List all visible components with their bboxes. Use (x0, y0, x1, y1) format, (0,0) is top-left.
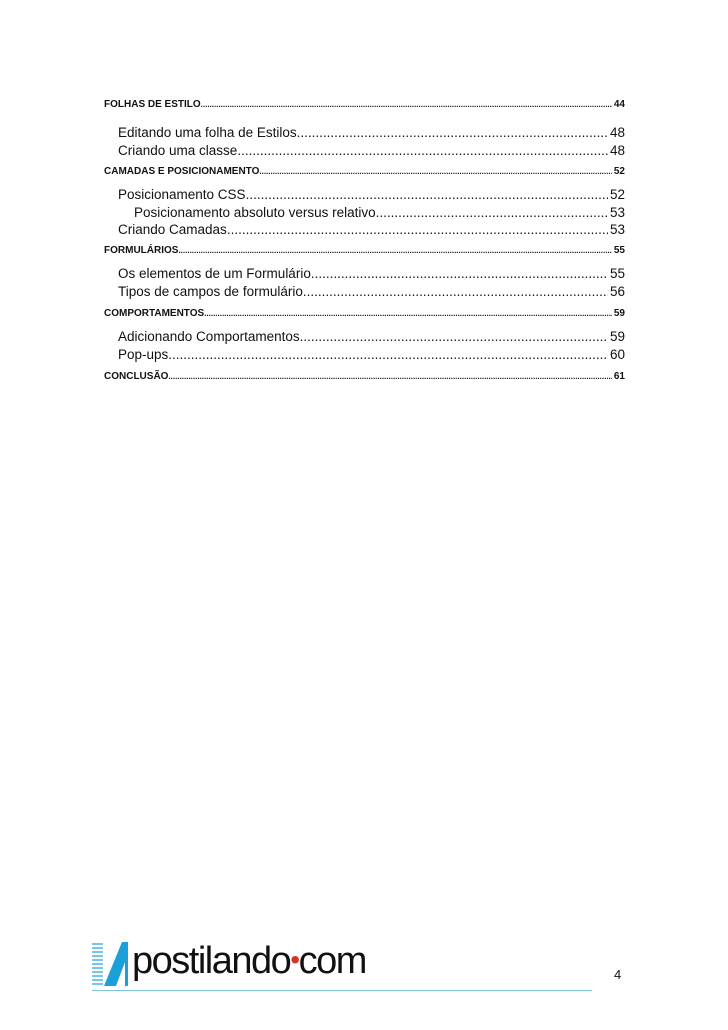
toc-entry-page: 52 (609, 187, 625, 202)
toc-entry[interactable] (104, 329, 625, 344)
toc-entry-page: 61 (613, 371, 625, 382)
toc-entry[interactable] (104, 222, 625, 237)
page-number: 4 (614, 967, 622, 982)
toc-leader (201, 100, 612, 109)
toc-entry-title: Editando uma folha de Estilos (118, 125, 297, 140)
toc-entry-title: Tipos de campos de formulário (118, 284, 303, 299)
toc-entry-page: 59 (609, 329, 625, 344)
logo-text-right: com (298, 940, 366, 982)
toc-entry-title: Os elementos de um Formulário (118, 266, 311, 281)
toc-entry[interactable] (104, 245, 625, 256)
toc-entry-title: FORMULÁRIOS (104, 245, 179, 256)
postilando-logo-wordmark (132, 937, 366, 984)
toc-entry-title: CAMADAS E POSICIONAMENTO (104, 166, 260, 177)
toc-leader (178, 246, 611, 255)
postilando-logo-icon (92, 940, 130, 988)
toc-leader (246, 187, 608, 202)
toc-entry[interactable] (104, 166, 625, 177)
toc-entry[interactable] (104, 347, 625, 362)
toc-leader (311, 266, 608, 281)
toc-entry-title: Posicionamento CSS (118, 187, 246, 202)
toc-leader (297, 125, 608, 140)
toc-leader (300, 329, 608, 344)
toc-entry[interactable] (104, 143, 625, 158)
logo-dot: • (290, 944, 299, 975)
toc-entry-page: 48 (609, 143, 625, 158)
toc-entry[interactable] (104, 187, 625, 202)
toc-entry-title: COMPORTAMENTOS (104, 308, 205, 319)
toc-entry-title: FOLHAS DE ESTILO (104, 99, 201, 110)
toc-entry-page: 55 (613, 245, 625, 256)
toc-entry-title: Posicionamento absoluto versus relativo (134, 205, 376, 220)
toc-leader (227, 222, 608, 237)
toc-entry-page: 52 (613, 166, 625, 177)
page-footer (92, 935, 632, 995)
toc-entry[interactable] (104, 371, 625, 382)
toc-entry[interactable] (104, 308, 625, 319)
toc-leader (168, 347, 608, 362)
toc-leader (259, 167, 611, 176)
toc-entry-page: 53 (609, 222, 625, 237)
toc-entry[interactable] (104, 125, 625, 140)
toc-leader (204, 309, 612, 318)
toc-leader (168, 372, 611, 381)
toc-leader (376, 205, 608, 220)
toc-leader (303, 284, 608, 299)
toc-entry-page: 48 (609, 125, 625, 140)
toc-entry-page: 56 (609, 284, 625, 299)
toc-entry-title: Criando Camadas (118, 222, 227, 237)
toc-leader (237, 143, 608, 158)
toc-entry[interactable] (104, 205, 625, 220)
toc-entry[interactable] (104, 266, 625, 281)
toc-entry-page: 44 (613, 99, 625, 110)
toc-entry-title: Criando uma classe (118, 143, 238, 158)
toc-entry-title: CONCLUSÃO (104, 371, 169, 382)
toc-entry-page: 55 (609, 266, 625, 281)
toc-entry-title: Pop-ups (118, 347, 169, 362)
logo-text-left: postilando (132, 940, 291, 982)
toc-entry[interactable] (104, 99, 625, 110)
footer-rule (92, 990, 592, 991)
toc-entry-page: 59 (613, 308, 625, 319)
toc-entry-title: Adicionando Comportamentos (118, 329, 300, 344)
toc-entry-page: 53 (609, 205, 625, 220)
toc-entry[interactable] (104, 284, 625, 299)
toc-entry-page: 60 (609, 347, 625, 362)
